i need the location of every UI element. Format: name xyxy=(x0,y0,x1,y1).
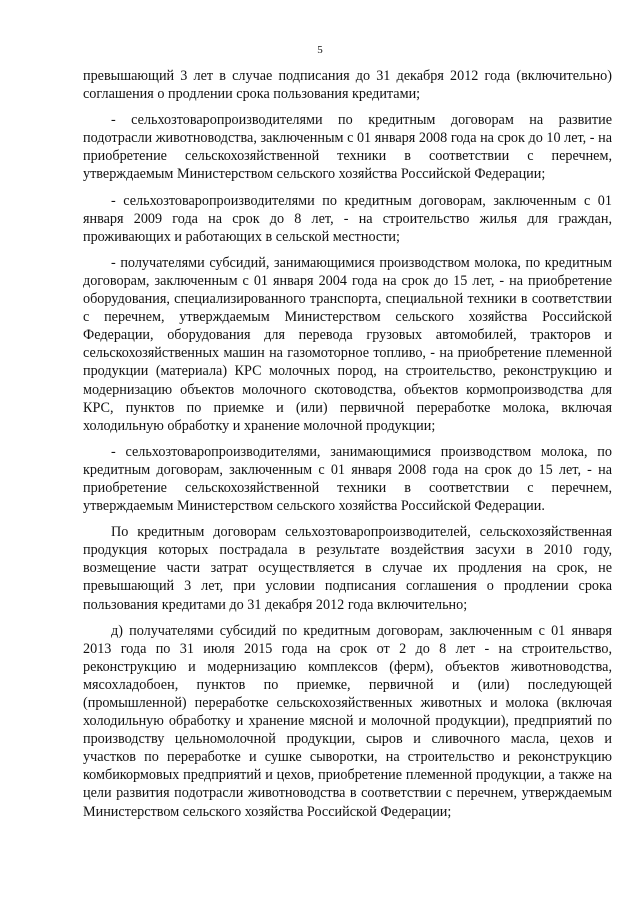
paragraph-rural-housing: - сельхозтоваропроизводителями по кредитным договорам, заключенным с 01 января 2009 года на срок до 8 лет, - на строительство жилья для граждан, проживающих и работающих в сельской местности; xyxy=(83,192,612,245)
paragraph-drought-loans: По кредитным договорам сельхозтоваропроизводителей, сельскохозяйственная продукция которых пострадала в результате воздействия засухи в 2010 году, возмещение части затрат осуществляется в случае их продления на срок, не превышающий 3 лет, при условии подписания соглашения о продлении срока пользования кредитами до 31 декабря 2012 года включительно; xyxy=(83,524,612,613)
paragraph-item-d: д) получателями субсидий по кредитным договорам, заключенным с 01 января 2013 года по 31 июля 2015 года на срок от 2 до 8 лет - на строительство, реконструкцию и модернизацию комплексов (ферм), объектов животноводства, мясохладобоен, пунктов по приемке, первичной и (или) последующей (промышленной) переработке сельскохозяйственных животных и молока (включая холодильную обработку и хранение мясной и молочной продукции), предприятий по производству цельномолочной продукции, сыров и сливочного масла, цехов и участков по переработке и сушке сыворотки, на строительство и реконструкцию комбикормовых предприятий и цехов, приобретение племенной продукции, а также на цели развития подотрасли животноводства в соответствии с перечнем, утверждаемым Министерством сельского хозяйства Российской Федерации; xyxy=(83,622,612,820)
paragraph-livestock-machinery: - сельхозтоваропроизводителями по кредитным договорам на развитие подотрасли животноводства, заключенным с 01 января 2008 года на срок до 10 лет, - на приобретение сельскохозяйственной техники в соответствии с перечнем, утверждаемым Министерством сельского хозяйства Российской Федерации; xyxy=(83,112,612,183)
paragraph-milk-producers-equipment: - получателями субсидий, занимающимися производством молока, по кредитным договорам, заключенным с 01 января 2004 года на срок до 15 лет, - на приобретение оборудования, специализированного транспорта, специальной техники в соответствии с перечнем, утверждаемым Министерством сельского хозяйства Российской Федерации, оборудования для перевода грузовых автомобилей, тракторов и сельскохозяйственных машин на газомоторное топливо, - на приобретение племенной продукции (материала) КРС молочных пород, на строительство, реконструкцию и модернизацию объектов молочного скотоводства, объектов кормопроизводства для КРС, пунктов по приемке и (или) первичной переработке молока, включая холодильную обработку и хранение молочной продукции; xyxy=(83,254,612,434)
paragraph-continuation: превышающий 3 лет в случае подписания до 31 декабря 2012 года (включительно) соглашения о продлении срока пользования кредитами; xyxy=(83,68,612,103)
document-body xyxy=(83,67,612,829)
paragraph-milk-producers-machinery: - сельхозтоваропроизводителями, занимающимися производством молока, по кредитным договорам, заключенным с 01 января 2008 года на срок до 15 лет, - на приобретение сельскохозяйственной техники в соответствии с перечнем, утверждаемым Министерством сельского хозяйства Российской Федерации. xyxy=(83,443,612,515)
page-number: 5 xyxy=(317,44,323,56)
